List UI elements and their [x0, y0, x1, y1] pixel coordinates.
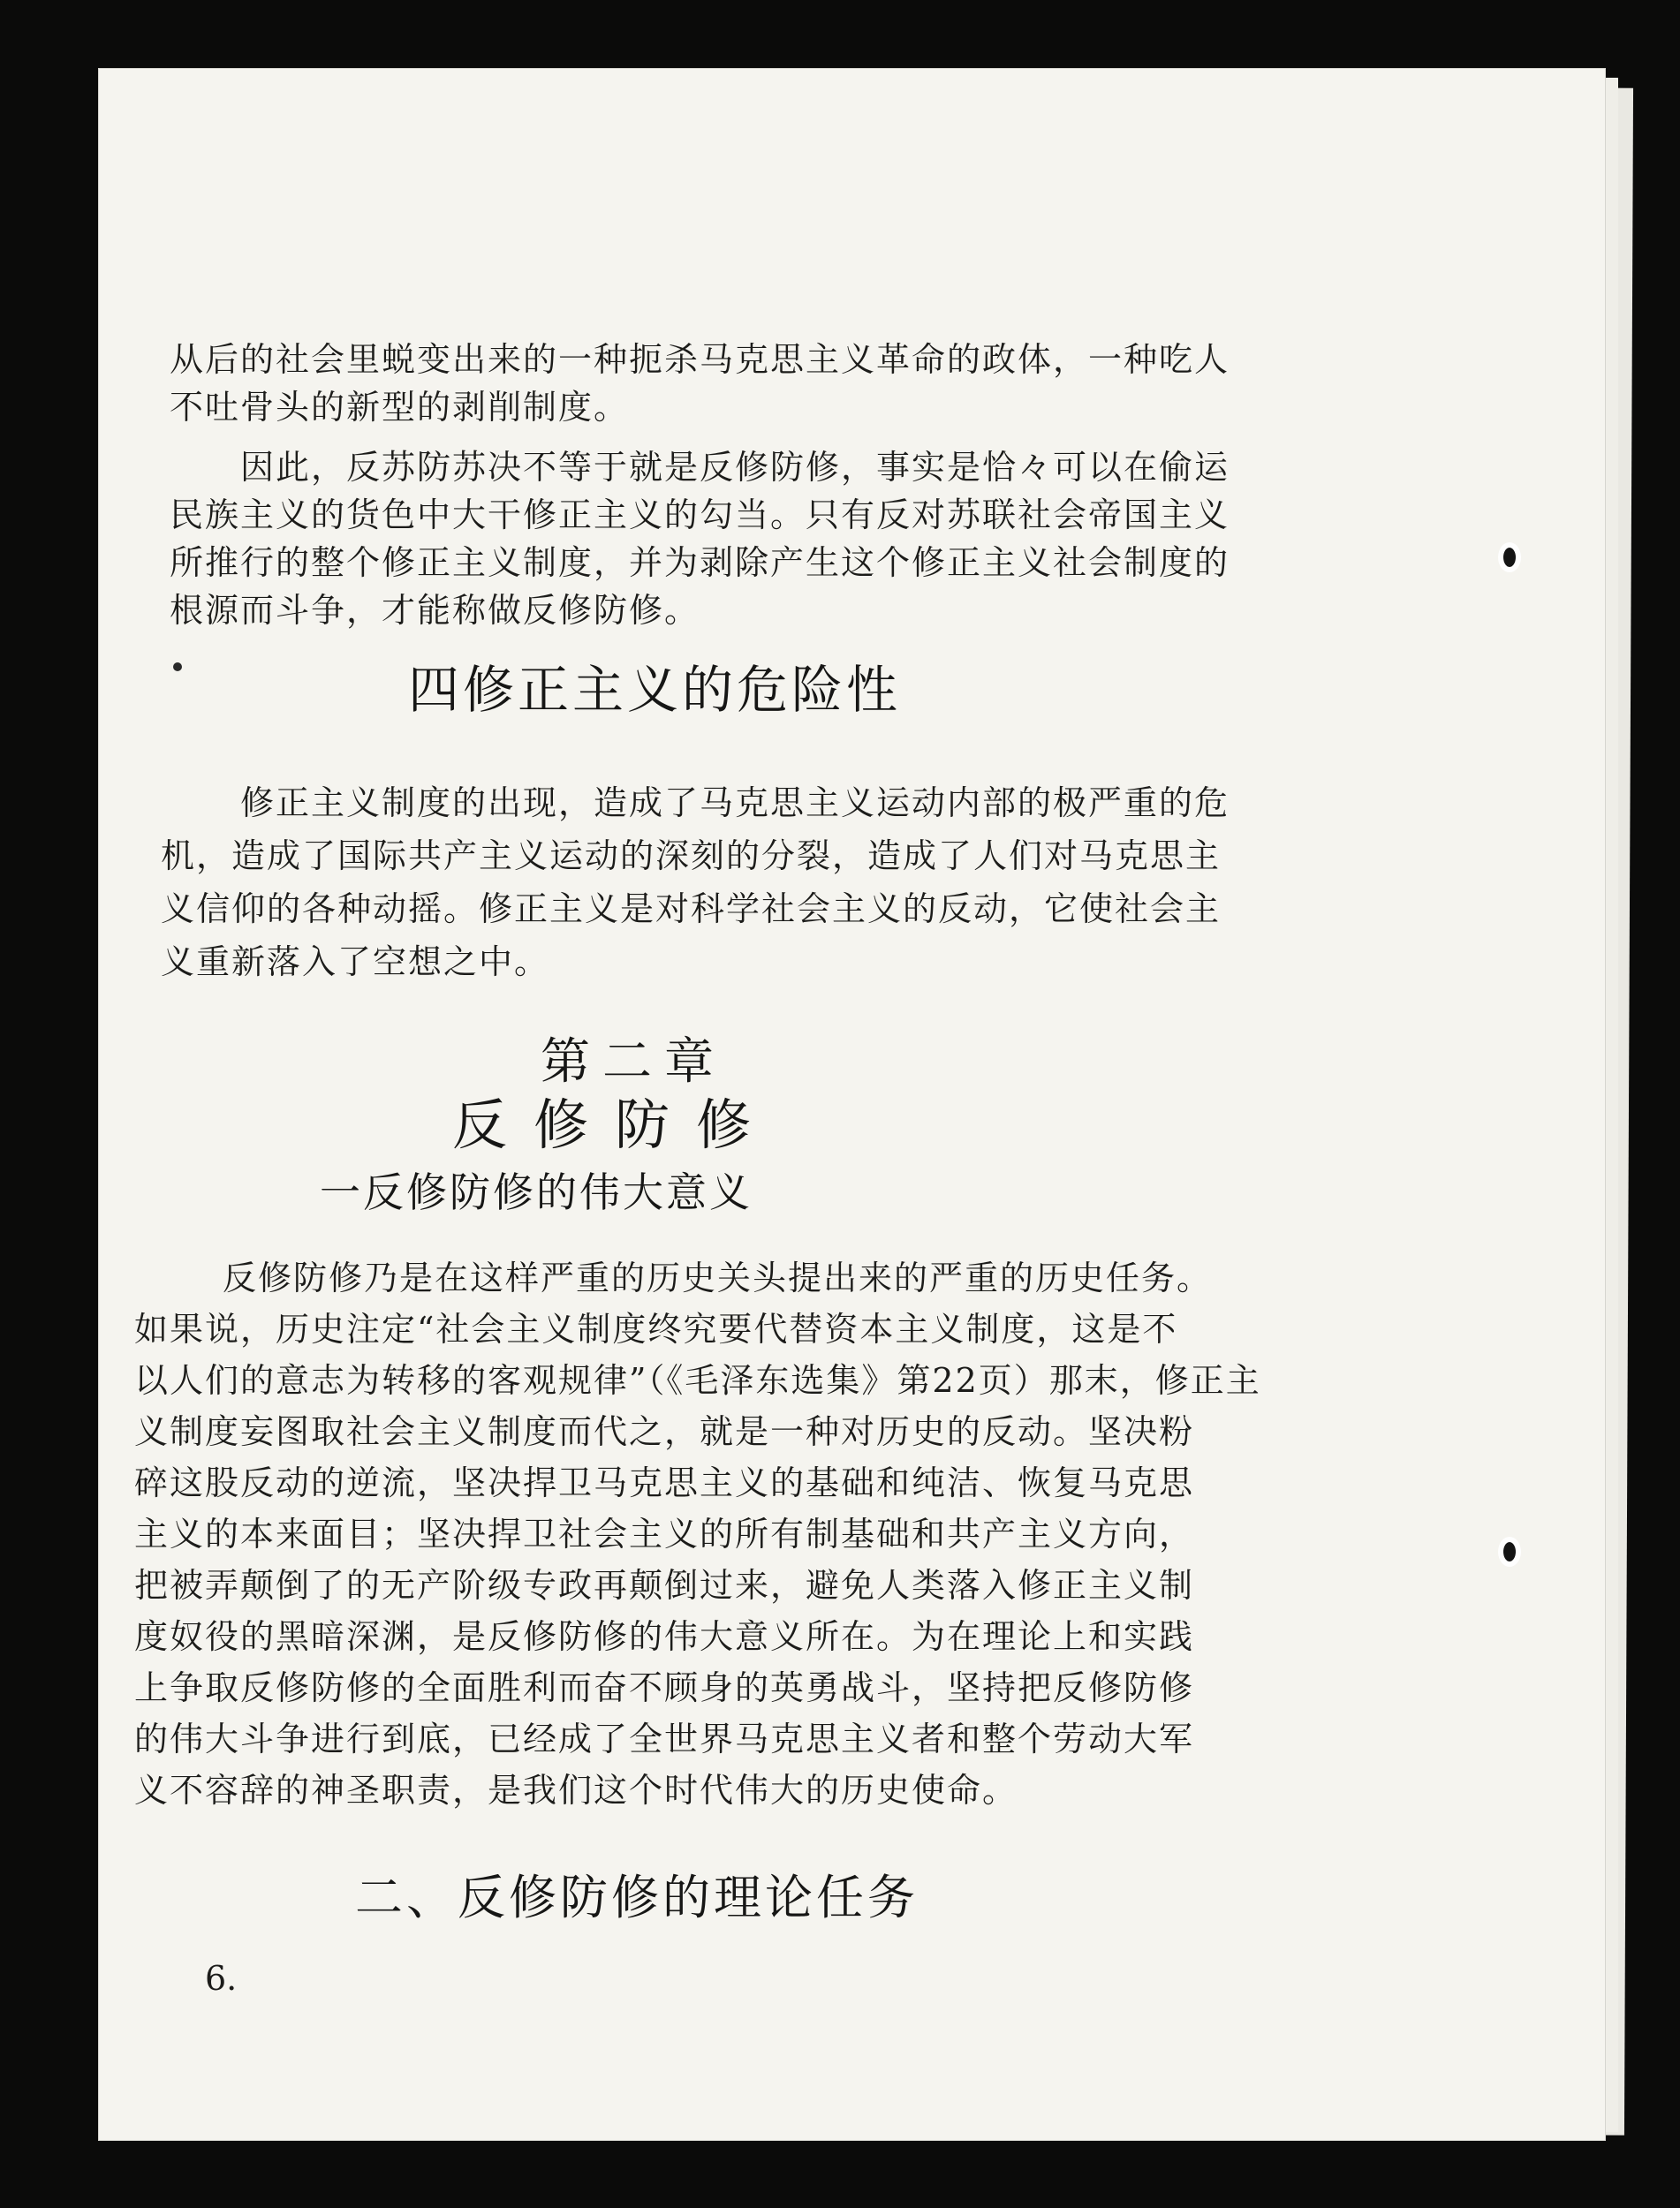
subsection-heading: 二、反修防修的理论任务 [355, 1870, 919, 1925]
text-line: 义信仰的各种动摇。修正主义是对科学社会主义的反动，它使社会主 [161, 889, 1222, 928]
text-line: 碎这股反动的逆流，坚决捍卫马克思主义的基础和纯洁、恢复马克思 [134, 1463, 1195, 1502]
text-line: 以人们的意志为转移的客观规律”（《毛泽东选集》第22页）那末，修正主 [134, 1361, 1261, 1400]
text-line: 的伟大斗争进行到底，已经成了全世界马克思主义者和整个劳动大军 [134, 1720, 1195, 1758]
punch-hole [1503, 548, 1516, 567]
punch-hole [1503, 1542, 1516, 1561]
text-line: 如果说，历史注定“社会主义制度终究要代替资本主义制度，这是不 [134, 1310, 1178, 1349]
text-line: 根源而斗争，才能称做反修防修。 [170, 591, 700, 630]
text-line: 修正主义制度的出现，造成了马克思主义运动内部的极严重的危 [240, 783, 1230, 822]
text-line: 义制度妄图取社会主义制度而代之，就是一种对历史的反动。坚决粉 [134, 1412, 1195, 1451]
text-line: 因此，反苏防苏决不等于就是反修防修，事实是恰々可以在偷运 [240, 448, 1230, 487]
document-page [99, 69, 1605, 2140]
text-line: 所推行的整个修正主义制度，并为剥除产生这个修正主义社会制度的 [170, 543, 1230, 582]
text-line: 不吐骨头的新型的剥削制度。 [170, 388, 630, 427]
chapter-label: 第二章 [541, 1033, 726, 1091]
text-line: 主义的本来面目；坚决捍卫社会主义的所有制基础和共产主义方向， [134, 1515, 1195, 1554]
text-line: 从后的社会里蜕变出来的一种扼杀马克思主义革命的政体，一种吃人 [170, 340, 1230, 379]
text-line: 民族主义的货色中大干修正主义的勾当。只有反对苏联社会帝国主义 [170, 495, 1230, 534]
ink-speck [173, 662, 182, 671]
subsection-heading: 一反修防修的伟大意义 [320, 1168, 753, 1216]
page-number: 6. [205, 1959, 238, 1998]
text-line: 义不容辞的神圣职责，是我们这个时代伟大的历史使命。 [134, 1771, 1018, 1810]
text-line: 度奴役的黑暗深渊，是反修防修的伟大意义所在。为在理论上和实践 [134, 1617, 1195, 1656]
chapter-title: 反修防修 [452, 1093, 778, 1157]
text-line: 义重新落入了空想之中。 [161, 942, 550, 981]
section-heading: 四修正主义的危险性 [408, 660, 902, 720]
text-line: 机，造成了国际共产主义运动的深刻的分裂，造成了人们对马克思主 [161, 836, 1222, 875]
text-line: 上争取反修防修的全面胜利而奋不顾身的英勇战斗，坚持把反修防修 [134, 1668, 1195, 1707]
text-line: 反修防修乃是在这样严重的历史关头提出来的严重的历史任务。 [223, 1259, 1213, 1297]
text-line: 把被弄颠倒了的无产阶级专政再颠倒过来，避免人类落入修正主义制 [134, 1566, 1195, 1605]
